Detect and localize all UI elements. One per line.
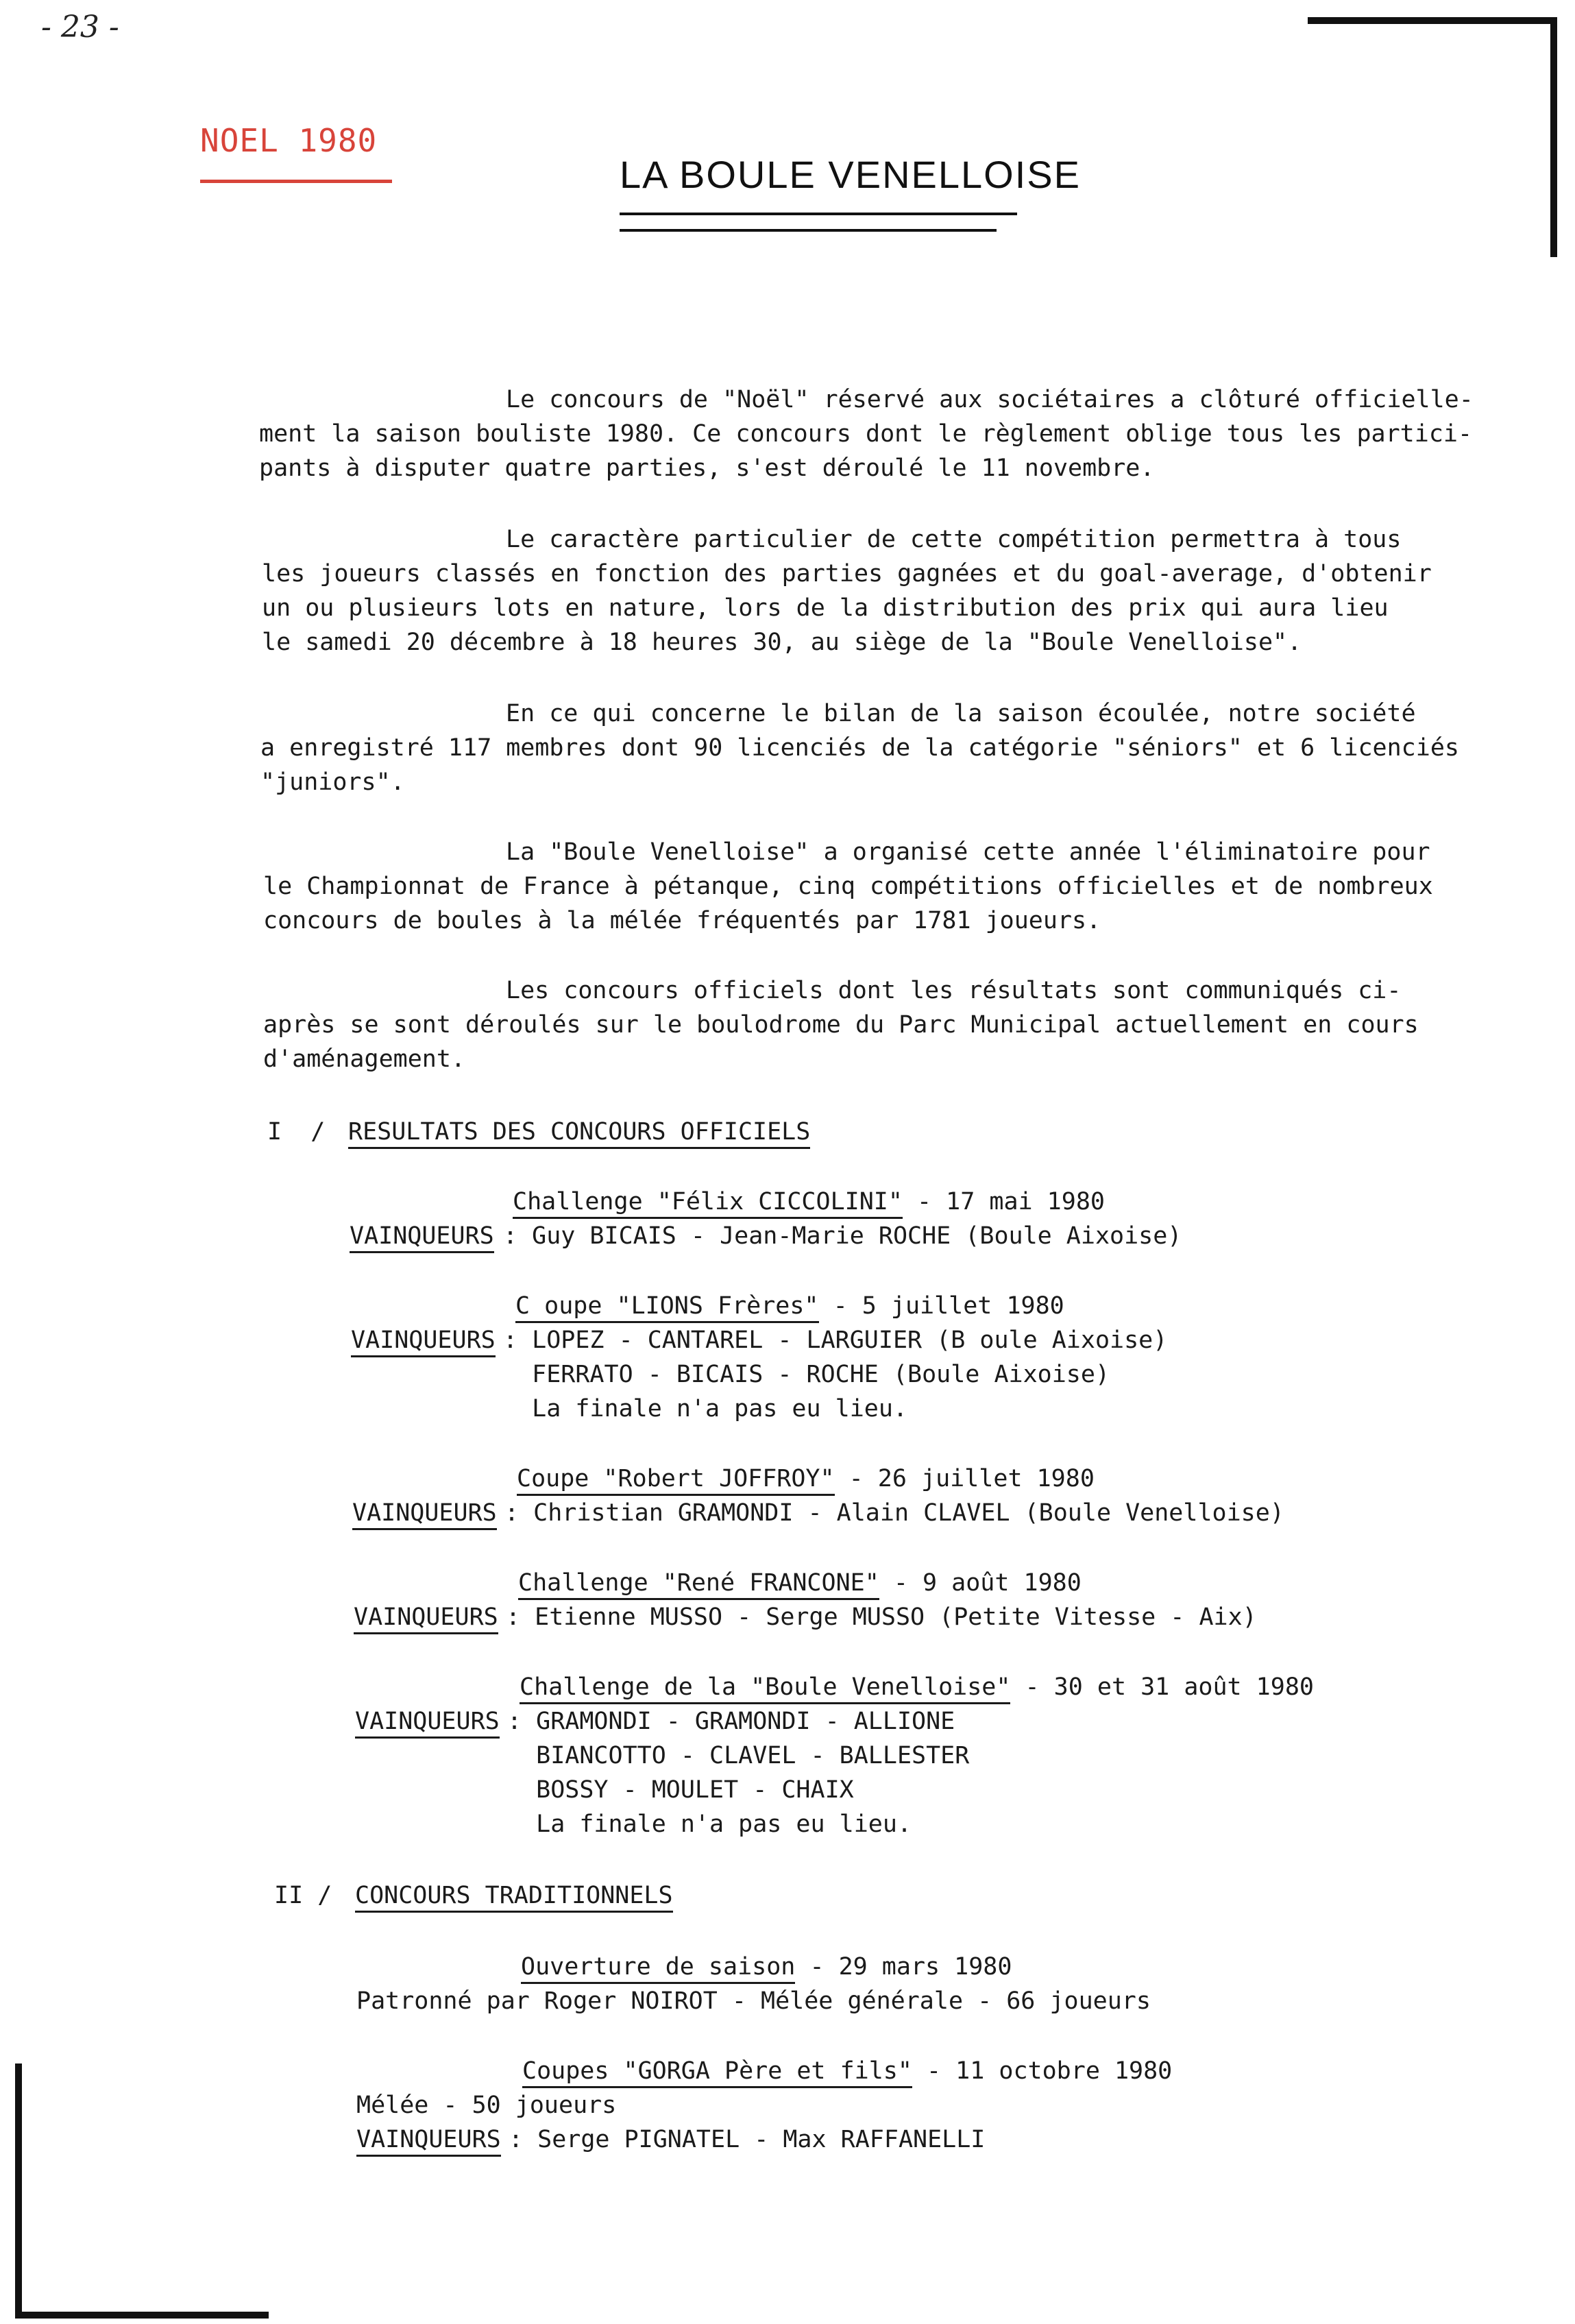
winners-label: VAINQUEURS [350, 1222, 494, 1253]
winners-line: BOSSY - MOULET - CHAIX [507, 1776, 854, 1804]
competition-date: - 5 juillet 1980 [818, 1292, 1064, 1320]
paragraph-line: un ou plusieurs lots en nature, lors de la distribution des prix qui aura lieu [262, 594, 1389, 622]
competition-title [513, 1185, 1105, 1219]
paragraph-line: Le caractère particulier de cette compétition permettra à tous [506, 526, 1402, 553]
event-line: Mélée - 50 joueurs [356, 2092, 617, 2119]
winners-label-wrap [352, 1496, 497, 1530]
paragraph-line: a enregistré 117 membres dont 90 licenciés de la catégorie "séniors" et 6 licenciés [260, 734, 1459, 762]
competition-date: - 9 août 1980 [879, 1569, 1082, 1597]
noel-underline [200, 180, 392, 183]
corner-mark-bottom-left-horizontal [15, 2312, 269, 2319]
winners-line: La finale n'a pas eu lieu. [503, 1395, 908, 1423]
paragraph-line: les joueurs classés en fonction des parties gagnées et du goal-average, d'obtenir [262, 560, 1432, 588]
competition-title [515, 1289, 1064, 1323]
winners-line: : LOPEZ - CANTAREL - LARGUIER (B oule Aixoise) [503, 1327, 1168, 1354]
section-number: II / [274, 1882, 332, 1909]
competition-title [520, 1670, 1314, 1704]
paragraph-line: La "Boule Venelloise" a organisé cette année l'éliminatoire pour [506, 838, 1430, 866]
paragraph-line: "juniors". [260, 768, 405, 796]
section-number: I / [267, 1118, 326, 1146]
title-underline-2 [620, 229, 997, 232]
event-title [521, 1950, 1012, 1984]
winners-line: : Etienne MUSSO - Serge MUSSO (Petite Vitesse - Aix) [506, 1603, 1257, 1631]
paragraph-line: le samedi 20 décembre à 18 heures 30, au siège de la "Boule Venelloise". [262, 629, 1302, 656]
title-underline [620, 213, 1017, 215]
winners-label: VAINQUEURS [351, 1327, 496, 1357]
winners-label-wrap [351, 1323, 496, 1357]
competition-date: - 30 et 31 août 1980 [1010, 1673, 1314, 1701]
winners-label: VAINQUEURS [356, 2126, 501, 2157]
section-heading: CONCOURS TRADITIONNELS [355, 1882, 673, 1913]
paragraph-line: concours de boules à la mélée fréquentés par 1781 joueurs. [263, 907, 1101, 934]
section-heading-wrap [355, 1878, 673, 1913]
winners-label-wrap [356, 2122, 501, 2157]
winners-line: FERRATO - BICAIS - ROCHE (Boule Aixoise) [503, 1361, 1110, 1388]
competition-date: - 17 mai 1980 [902, 1188, 1105, 1215]
page-number: - 23 - [41, 10, 119, 45]
winners-line: : Serge PIGNATEL - Max RAFFANELLI [509, 2126, 986, 2153]
paragraph-line: après se sont déroulés sur le boulodrome du Parc Municipal actuellement en cours [263, 1011, 1419, 1039]
event-name: Ouverture de saison [521, 1953, 795, 1984]
corner-mark-top-right-vertical [1550, 17, 1557, 257]
event-date: - 29 mars 1980 [795, 1953, 1012, 1981]
corner-mark-bottom-left [15, 2063, 22, 2317]
winners-label: VAINQUEURS [355, 1708, 500, 1739]
winners-line: : Christian GRAMONDI - Alain CLAVEL (Boule Venelloise) [504, 1499, 1284, 1527]
competition-name: C oupe "LIONS Frères" [515, 1292, 819, 1323]
event-title [522, 2054, 1172, 2088]
winners-line: : Guy BICAIS - Jean-Marie ROCHE (Boule Aixoise) [503, 1222, 1182, 1250]
paragraph-line: Le concours de "Noël" réservé aux sociétaires a clôturé officielle- [506, 386, 1474, 413]
page-title: LA BOULE VENELLOISE [620, 153, 1081, 196]
competition-title [518, 1566, 1082, 1600]
noel-stamp: NOEL 1980 [200, 122, 378, 159]
winners-label: VAINQUEURS [352, 1499, 497, 1530]
winners-label-wrap [354, 1600, 498, 1634]
paragraph-line: En ce qui concerne le bilan de la saison écoulée, notre société [506, 700, 1416, 727]
paragraph-line: d'aménagement. [263, 1045, 466, 1073]
winners-label-wrap [355, 1704, 500, 1739]
paragraph-line: pants à disputer quatre parties, s'est déroulé le 11 novembre. [259, 455, 1155, 482]
paragraph-line: ment la saison bouliste 1980. Ce concours dont le règlement oblige tous les partici- [259, 420, 1473, 448]
winners-label-wrap [350, 1219, 494, 1253]
section-heading: RESULTATS DES CONCOURS OFFICIELS [348, 1118, 810, 1149]
winners-line: BIANCOTTO - CLAVEL - BALLESTER [507, 1742, 970, 1769]
paragraph-line: Les concours officiels dont les résultats sont communiqués ci- [506, 977, 1402, 1004]
section-heading-wrap [348, 1115, 810, 1149]
competition-name: Coupe "Robert JOFFROY" [517, 1465, 835, 1496]
competition-name: Challenge "René FRANCONE" [518, 1569, 879, 1600]
competition-title [517, 1462, 1095, 1496]
winners-line: : GRAMONDI - GRAMONDI - ALLIONE [507, 1708, 955, 1735]
competition-name: Challenge "Félix CICCOLINI" [513, 1188, 903, 1219]
corner-mark-top-right [1308, 17, 1556, 24]
competition-date: - 26 juillet 1980 [834, 1465, 1095, 1492]
paragraph-line: le Championnat de France à pétanque, cinq compétitions officielles et de nombreux [263, 873, 1433, 900]
winners-label: VAINQUEURS [354, 1603, 498, 1634]
event-name: Coupes "GORGA Père et fils" [522, 2057, 912, 2088]
event-date: - 11 octobre 1980 [912, 2057, 1173, 2085]
competition-name: Challenge de la "Boule Venelloise" [520, 1673, 1010, 1704]
event-line: Patronné par Roger NOIROT - Mélée générale - 66 joueurs [356, 1987, 1151, 2015]
winners-line: La finale n'a pas eu lieu. [507, 1811, 912, 1838]
